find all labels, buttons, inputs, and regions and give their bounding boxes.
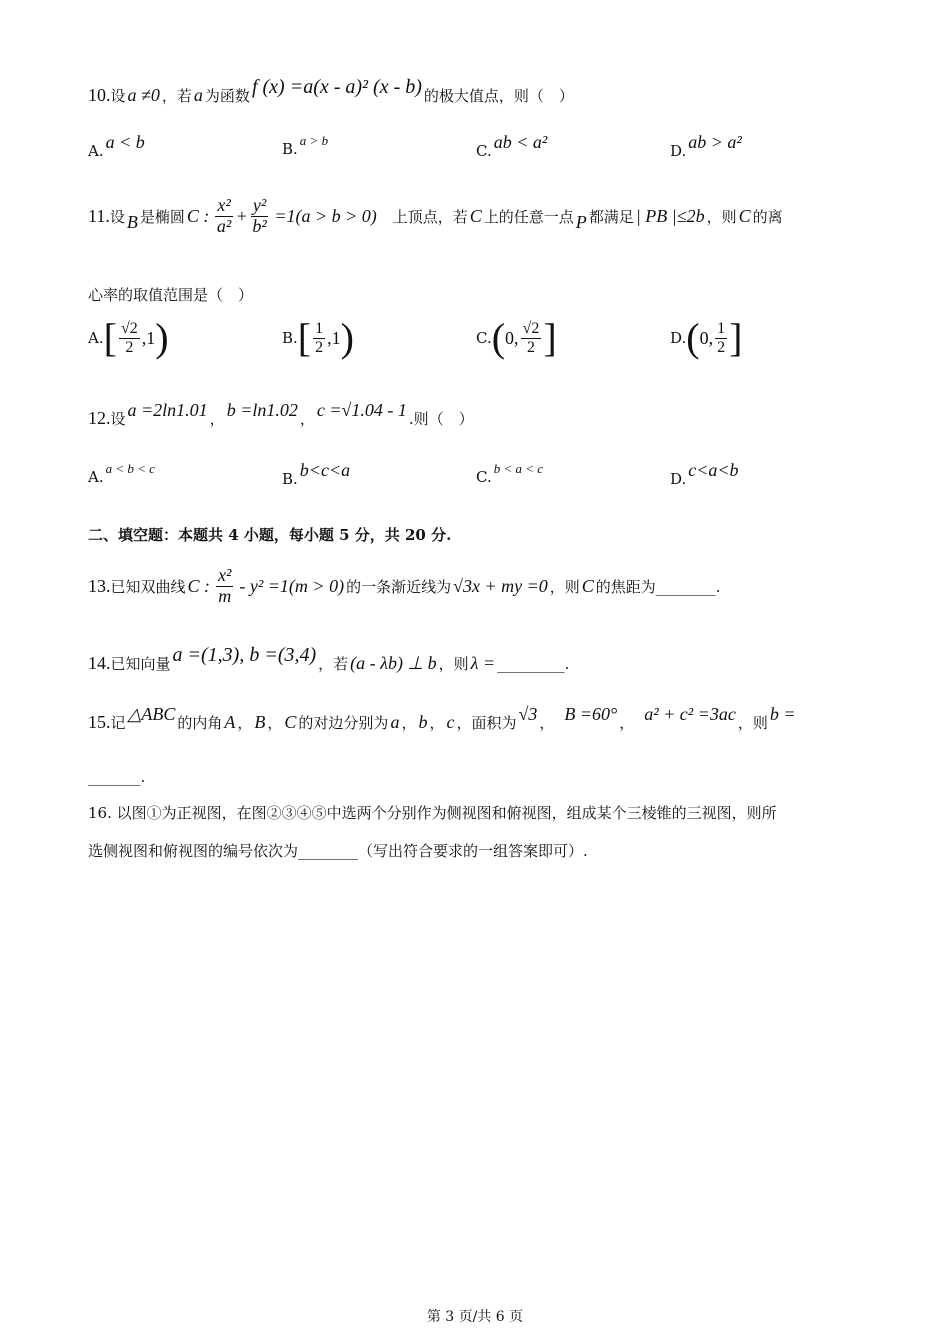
math: √3x + my =0 bbox=[453, 575, 548, 596]
math: B bbox=[126, 211, 138, 232]
math: b < a < c bbox=[493, 461, 544, 476]
text: ，则 bbox=[549, 577, 580, 596]
math: P bbox=[575, 211, 587, 232]
question-11 bbox=[88, 196, 783, 237]
fraction bbox=[249, 196, 270, 237]
text: 上顶点，若 bbox=[392, 207, 468, 226]
denominator: 2 bbox=[717, 338, 726, 356]
q11-option-b bbox=[282, 315, 354, 360]
option-label: B. bbox=[282, 329, 298, 347]
denominator: b² bbox=[252, 215, 267, 236]
q10-option-d bbox=[670, 132, 744, 161]
text: 设 bbox=[110, 87, 126, 105]
numerator: y² bbox=[252, 195, 267, 215]
text: 为函数 bbox=[204, 87, 250, 105]
section-heading: 二、填空题：本题共 4 小题，每小题 5 分，共 20 分. bbox=[88, 526, 452, 544]
math: a =2ln1.01 bbox=[127, 400, 208, 420]
math: C bbox=[738, 205, 751, 226]
math: ,1 bbox=[327, 327, 341, 348]
denominator: a² bbox=[216, 215, 232, 236]
math: a² + c² =3ac bbox=[644, 704, 736, 724]
q-number: 13. bbox=[88, 575, 111, 596]
option-label: B. bbox=[282, 140, 298, 158]
math: b =ln1.02 bbox=[226, 400, 298, 420]
text: 已知向量 bbox=[110, 655, 171, 673]
q-number: 10. bbox=[88, 85, 111, 105]
math: λ = bbox=[470, 653, 496, 673]
text: ，则 bbox=[438, 655, 469, 673]
math: =1(a > b > 0) bbox=[274, 205, 377, 226]
text: 是椭圆 bbox=[139, 207, 185, 226]
math: + bbox=[236, 205, 247, 226]
math: a < b < c bbox=[105, 461, 155, 476]
math: | PB |≤2b bbox=[635, 205, 705, 226]
math: a < b bbox=[105, 132, 145, 152]
text: 的离 bbox=[752, 207, 783, 226]
text: 的极大值点，则（ ） bbox=[423, 87, 574, 105]
page-footer: 第 3 页/共 6 页 bbox=[426, 1309, 524, 1325]
q10-option-a bbox=[88, 132, 147, 161]
fraction bbox=[213, 196, 234, 237]
math: c bbox=[446, 712, 455, 732]
math: ab > a² bbox=[688, 132, 742, 152]
math: - y² =1(m > 0) bbox=[239, 575, 345, 596]
bracket: ) bbox=[155, 315, 169, 360]
fraction bbox=[214, 566, 235, 607]
option-label: D. bbox=[670, 329, 687, 347]
denominator: 2 bbox=[125, 338, 134, 356]
math: a =(1,3), b =(3,4) bbox=[172, 644, 317, 666]
text: ， bbox=[299, 410, 315, 428]
fraction bbox=[715, 320, 727, 356]
math: △ABC bbox=[127, 704, 176, 724]
fraction bbox=[119, 320, 140, 356]
answer-blank: 的焦距为________. bbox=[595, 577, 721, 596]
option-label: D. bbox=[670, 141, 687, 160]
text: ，则 bbox=[706, 207, 737, 226]
math: a ≠0 bbox=[127, 85, 160, 105]
math: b = bbox=[769, 704, 796, 724]
question-11-line-2: 心率的取值范围是（ ） bbox=[88, 286, 254, 304]
denominator: 2 bbox=[526, 338, 535, 356]
bracket: ( bbox=[491, 315, 506, 360]
text: 上的任意一点 bbox=[483, 207, 574, 226]
math: ,1 bbox=[141, 327, 156, 348]
bracket: [ bbox=[103, 315, 117, 360]
math: C bbox=[469, 205, 482, 226]
math: f (x) =a(x - a)² (x - b) bbox=[251, 76, 422, 98]
text: ，若 bbox=[161, 87, 192, 105]
question-12 bbox=[88, 400, 474, 429]
q-number: 14. bbox=[88, 653, 111, 673]
math: 0, bbox=[699, 327, 714, 348]
math: √3 bbox=[518, 704, 538, 724]
q12-option-a bbox=[88, 461, 157, 486]
math: C bbox=[581, 575, 594, 596]
text: ， bbox=[237, 714, 253, 732]
bracket: ) bbox=[340, 315, 354, 360]
math: (a - λb) ⊥ b bbox=[350, 653, 437, 673]
math: a bbox=[193, 85, 203, 105]
option-label: A. bbox=[88, 141, 104, 160]
math: C bbox=[284, 712, 297, 732]
fraction bbox=[313, 320, 325, 356]
text: 都满足 bbox=[588, 207, 634, 226]
q10-option-c bbox=[476, 132, 549, 161]
option-label: C. bbox=[476, 141, 492, 160]
numerator: √2 bbox=[522, 319, 540, 337]
math: C : bbox=[186, 205, 210, 226]
option-label: A. bbox=[88, 329, 104, 347]
numerator: x² bbox=[218, 565, 232, 585]
bracket: [ bbox=[297, 315, 312, 360]
text: 已知双曲线 bbox=[110, 577, 186, 596]
question-13 bbox=[88, 566, 721, 607]
numerator: 1 bbox=[315, 319, 324, 337]
math: c =√1.04 - 1 bbox=[316, 400, 407, 420]
question-10 bbox=[88, 76, 574, 107]
text: .则（ ） bbox=[408, 410, 474, 428]
denominator: 2 bbox=[315, 338, 324, 356]
q-number: 15. bbox=[88, 712, 111, 732]
question-15-answer-blank: _______. bbox=[88, 768, 146, 786]
text: ， bbox=[539, 714, 555, 732]
numerator: 1 bbox=[717, 319, 726, 337]
text: 记 bbox=[110, 714, 126, 732]
text: ， bbox=[401, 714, 417, 732]
math: b bbox=[418, 712, 428, 732]
math: A bbox=[224, 712, 236, 732]
q12-option-c bbox=[476, 461, 545, 486]
answer-blank: _________. bbox=[497, 654, 570, 673]
text: ， bbox=[209, 410, 225, 428]
q11-option-d bbox=[670, 315, 743, 360]
question-14 bbox=[88, 644, 570, 675]
question-15 bbox=[88, 704, 798, 733]
numerator: x² bbox=[217, 195, 231, 215]
text: ，若 bbox=[318, 655, 349, 673]
text: 设 bbox=[109, 207, 125, 226]
math: a bbox=[390, 712, 400, 732]
text: 设 bbox=[110, 410, 126, 428]
text: ， bbox=[429, 714, 445, 732]
math: c<a<b bbox=[688, 460, 739, 480]
q-number: 11. bbox=[88, 205, 110, 226]
text: ，面积为 bbox=[456, 714, 517, 732]
text: ， bbox=[619, 714, 635, 732]
text: 的内角 bbox=[177, 714, 223, 732]
option-label: A. bbox=[88, 468, 104, 486]
bracket: ] bbox=[543, 315, 557, 360]
text: ， bbox=[267, 714, 283, 732]
bracket: ( bbox=[686, 315, 700, 360]
q12-option-d bbox=[670, 460, 741, 489]
q11-option-c bbox=[476, 315, 557, 360]
math: C : bbox=[187, 575, 211, 596]
text: 的一条渐近线为 bbox=[346, 577, 452, 596]
math: 0, bbox=[505, 327, 519, 348]
option-label: D. bbox=[670, 469, 687, 488]
q10-option-b bbox=[282, 133, 330, 158]
option-label: C. bbox=[476, 468, 492, 486]
math: B bbox=[254, 712, 266, 732]
q12-option-b bbox=[282, 460, 352, 489]
q11-option-a bbox=[88, 315, 169, 360]
math: b<c<a bbox=[299, 460, 351, 480]
option-label: B. bbox=[282, 469, 298, 488]
option-label: C. bbox=[476, 329, 492, 347]
question-16-line-2: 选侧视图和俯视图的编号依次为________（写出符合要求的一组答案即可）. bbox=[88, 842, 588, 860]
numerator: √2 bbox=[120, 319, 138, 337]
question-16-line-1: 16. 以图①为正视图，在图②③④⑤中选两个分别作为侧视图和俯视图，组成某个三棱锥的三视图，则所 bbox=[88, 804, 777, 822]
math: B =60° bbox=[564, 704, 618, 724]
math: a > b bbox=[299, 133, 329, 148]
fraction bbox=[521, 320, 542, 356]
denominator: m bbox=[218, 585, 232, 606]
text: 的对边分别为 bbox=[298, 714, 389, 732]
math: ab < a² bbox=[493, 132, 548, 152]
q-number: 12. bbox=[88, 408, 111, 428]
text: ，则 bbox=[737, 714, 768, 732]
bracket: ] bbox=[729, 315, 743, 360]
